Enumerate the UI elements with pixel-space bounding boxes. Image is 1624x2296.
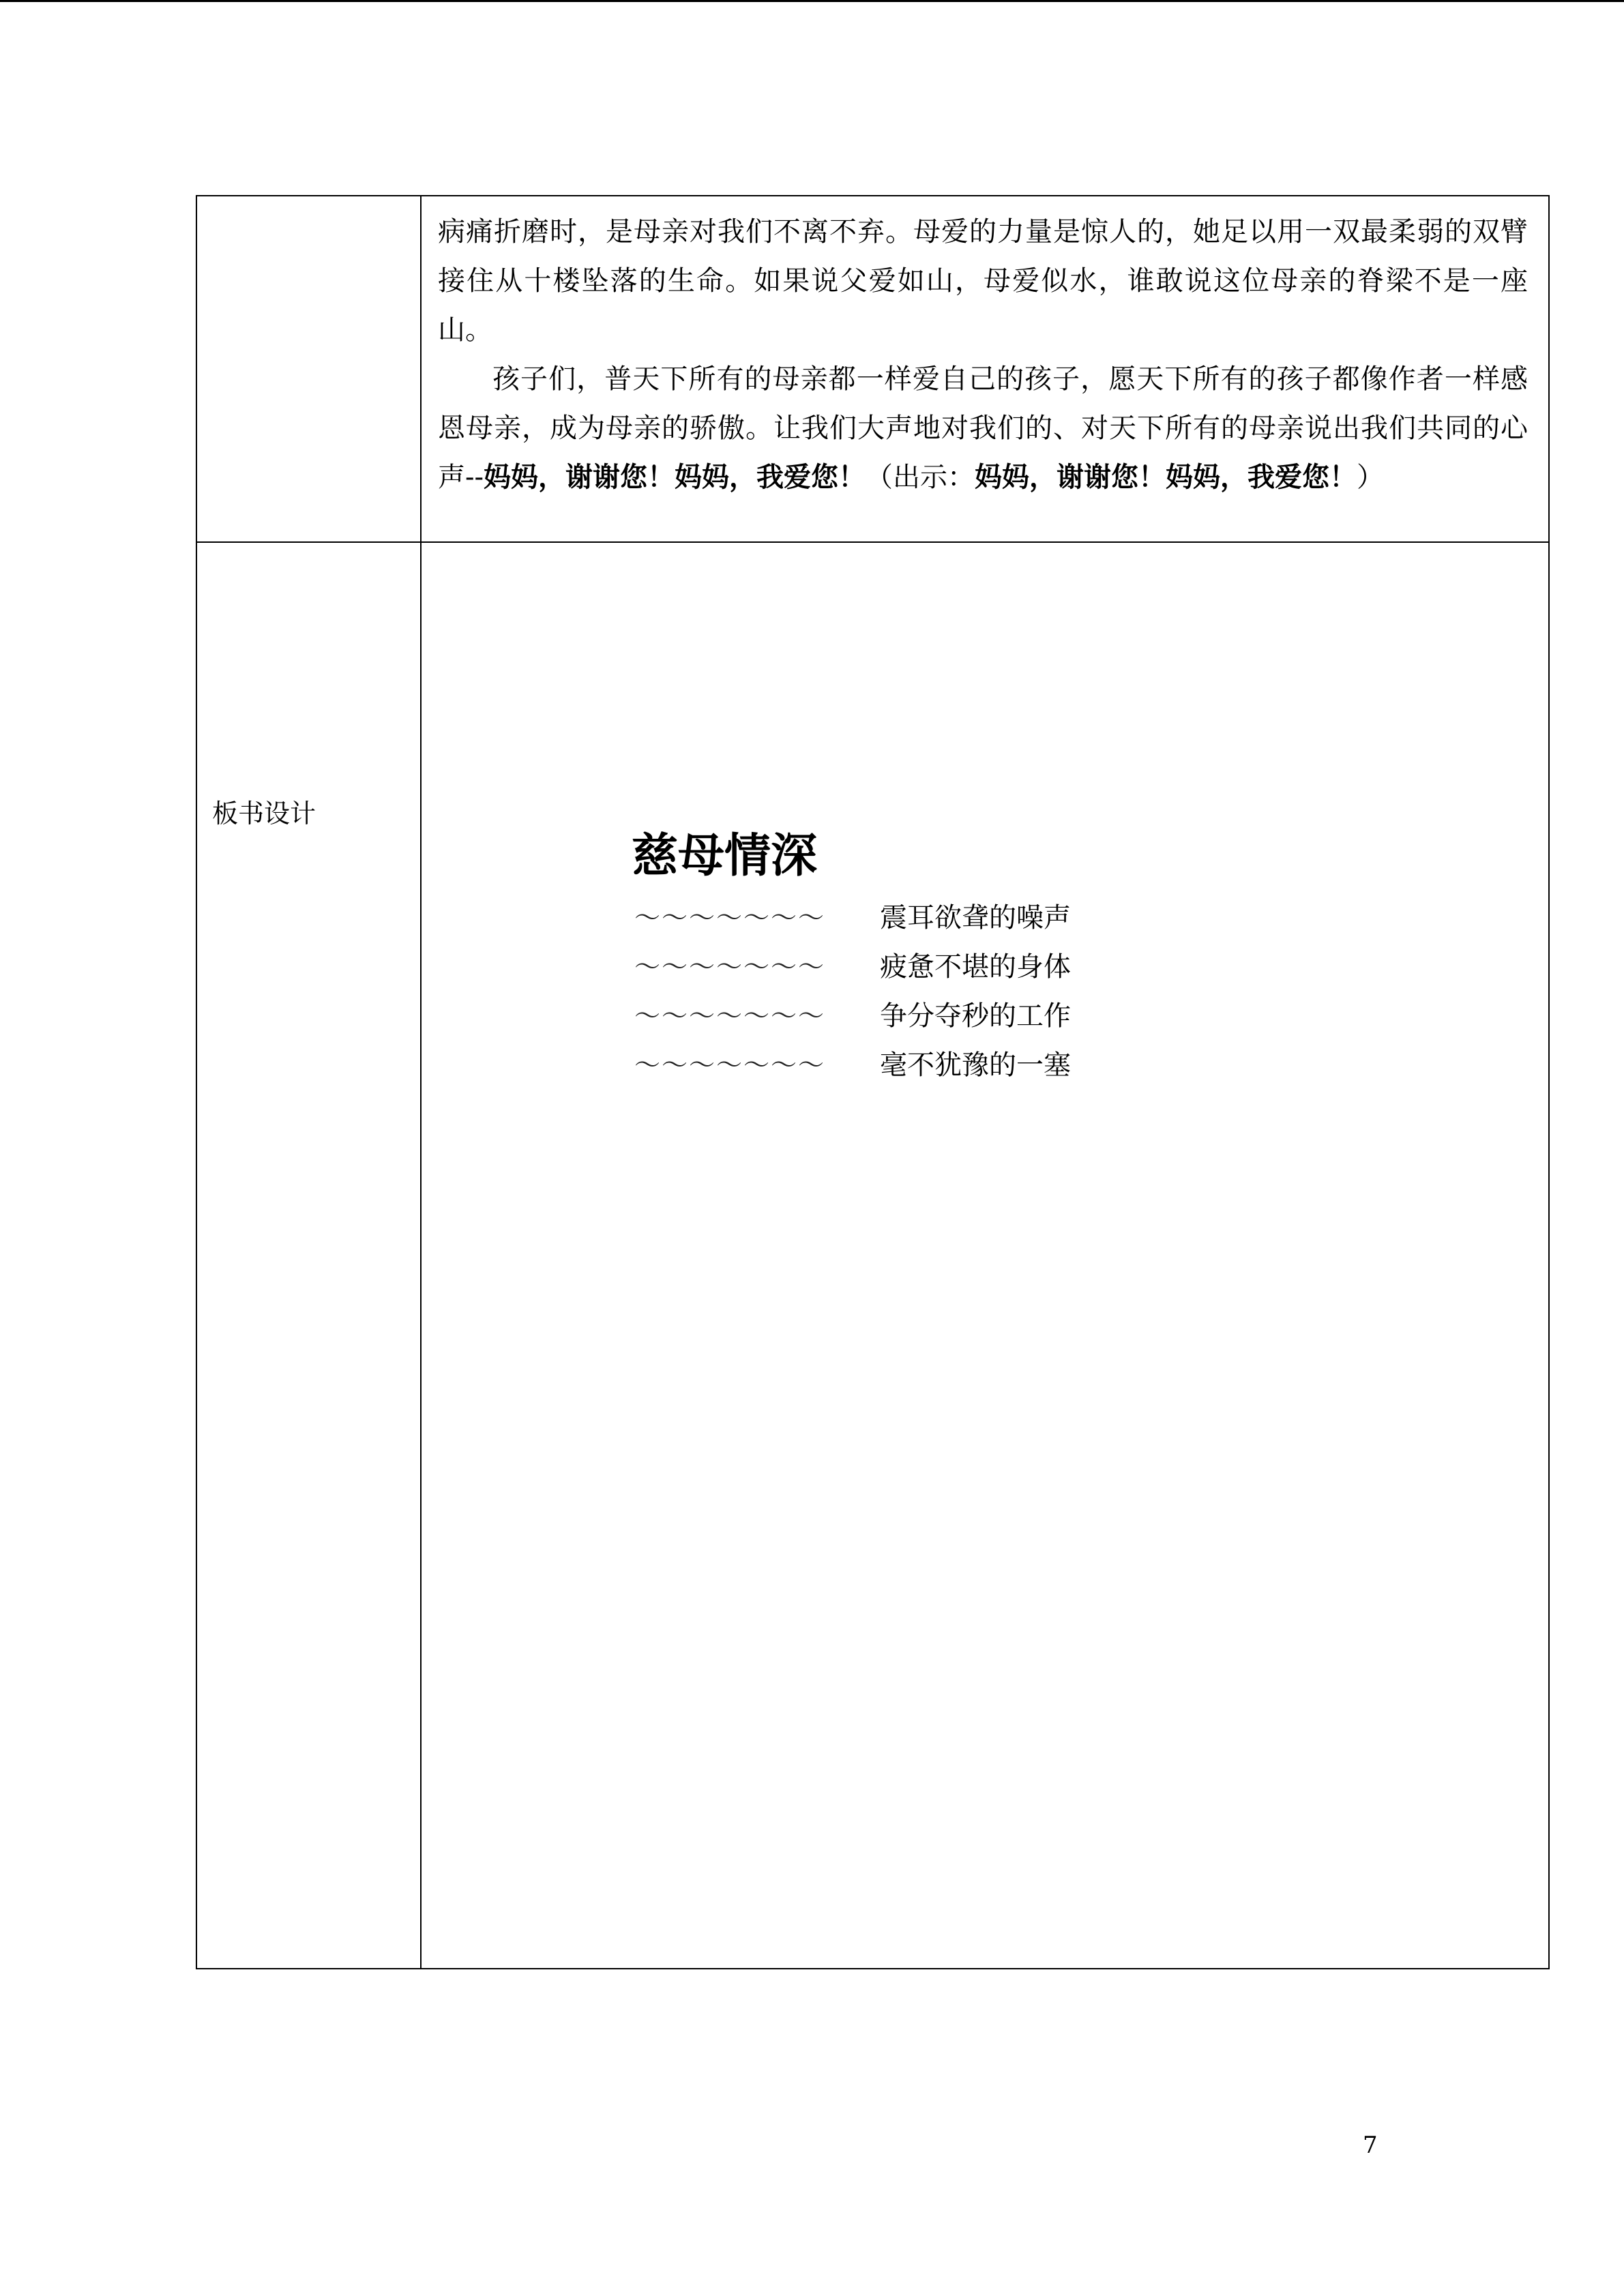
board-line [634, 891, 1071, 940]
paragraph-2-note-open: （出示： [866, 462, 975, 493]
board-line [634, 940, 1071, 989]
board-line [634, 1038, 1071, 1087]
paragraph-2-note-close: ） [1357, 462, 1385, 493]
teaching-text [422, 196, 1548, 502]
paragraph-2-emphasis: 妈妈，谢谢您！妈妈，我爱您！ [484, 461, 866, 493]
board-phrase: 疲惫不堪的身体 [880, 951, 1071, 983]
teaching-text-cell [421, 196, 1549, 542]
paragraph-2-note-emphasis: 妈妈，谢谢您！妈妈，我爱您！ [975, 461, 1357, 493]
lesson-plan-table [196, 195, 1550, 1969]
board-title: 慈母情深 [632, 829, 818, 883]
wave-placeholder: ～～～～～～～ [634, 1049, 826, 1080]
table-row-board-design [196, 542, 1549, 1969]
paragraph-2 [438, 355, 1528, 502]
empty-label-cell [196, 196, 421, 542]
wave-placeholder: ～～～～～～～ [634, 1000, 826, 1031]
board-lines [634, 891, 1071, 1087]
top-border-rule [0, 0, 1624, 2]
board-phrase: 震耳欲聋的噪声 [880, 901, 1071, 934]
board-design-label-cell [196, 542, 421, 1969]
board-phrase: 争分夺秒的工作 [880, 1000, 1071, 1032]
table-row-teaching-conclusion [196, 196, 1549, 542]
section-label-board-design: 板书设计 [212, 799, 316, 829]
paragraph-2-intro: 孩子们，普天下所有的母亲都一样爱自己的孩子，愿天下所有的孩子都像作者一样感恩母亲，成为母亲的骄傲。让我们大声地对我们的、对天下所有的母亲说出我们共同的心声-- [438, 363, 1528, 493]
wave-placeholder: ～～～～～～～ [634, 902, 826, 933]
board-line [634, 989, 1071, 1038]
wave-placeholder: ～～～～～～～ [634, 951, 826, 982]
paragraph-1: 病痛折磨时，是母亲对我们不离不弃。母爱的力量是惊人的，她足以用一双最柔弱的双臂接住从十楼坠落的生命。如果说父爱如山，母爱似水，谁敢说这位母亲的脊梁不是一座山。 [438, 216, 1528, 346]
board-design-cell [421, 542, 1549, 1969]
board-phrase: 毫不犹豫的一塞 [880, 1049, 1071, 1081]
page-number: 7 [1363, 2132, 1378, 2159]
